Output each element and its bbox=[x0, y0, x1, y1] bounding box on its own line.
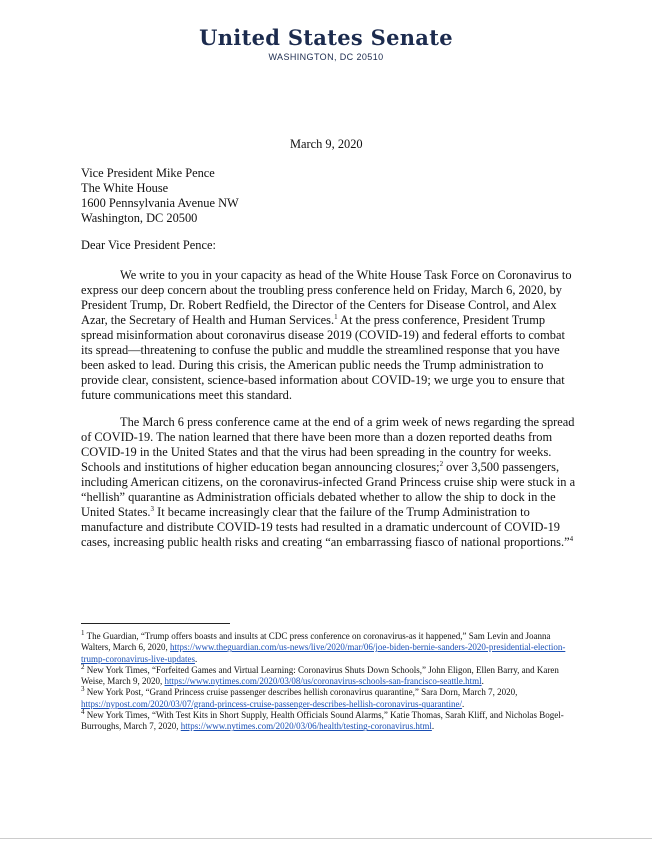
body-paragraph-1 bbox=[81, 268, 578, 403]
senate-title: United States Senate bbox=[199, 25, 453, 50]
senate-location: WASHINGTON, DC 20510 bbox=[268, 52, 384, 62]
address-line: 1600 Pennsylvania Avenue NW bbox=[81, 196, 239, 210]
footnote-ref: 2 bbox=[439, 459, 444, 468]
footnote bbox=[81, 631, 578, 665]
footnote-tail: . bbox=[481, 676, 484, 687]
footnote-number: 3 bbox=[81, 685, 85, 694]
footnote-tail: . bbox=[461, 698, 465, 709]
footnote-link[interactable]: https://www.theguardian.com/us-news/live/2020/mar/06/joe-biden-bernie-sanders-2020-presidential-election-trump-coronavirus-live-updates bbox=[81, 642, 566, 664]
address-line: Washington, DC 20500 bbox=[81, 211, 198, 225]
salutation: Dear Vice President Pence: bbox=[81, 238, 216, 252]
paragraph-text: At the press conference, President Trump spread misinformation about coronavirus disease 2019 (COVID-19) and federal efforts to combat its spread—threatening to confuse the public and muddle the streamlined response that you have been asked to lead. During this crisis, the American public needs the Trump administration to provide clear, consistent, science-based information about COVID-19; we urge you to ensure that future communications meet this standard. bbox=[81, 313, 565, 402]
footnotes bbox=[81, 631, 578, 733]
paragraph-text: We write to you in your capacity as head of the White House Task Force on Coronavirus to express our deep concern about the troubling press conference held on Friday, March 6, 2020, by President Trump, Dr. Robert Redfield, the Director of the Centers for Disease Control, and Alex Azar, the Secretary of Health and Human Services. bbox=[81, 268, 572, 327]
footnote-ref: 4 bbox=[569, 534, 574, 543]
footnote-divider bbox=[81, 623, 230, 624]
footnote-ref: 1 bbox=[334, 312, 338, 321]
footnote bbox=[81, 687, 578, 710]
footnote bbox=[81, 710, 578, 733]
footnote bbox=[81, 662, 578, 688]
paragraph-text: The March 6 press conference came at the end of a grim week of news regarding the spread of COVID-19. The nation learned that there have been more than a dozen reported deaths from COVID-19 in the United States and that the virus had been spreading in the country for weeks. Schools and institutions of higher education began announcing closures; bbox=[81, 415, 575, 474]
footnote-number: 2 bbox=[81, 662, 85, 671]
footnote-tail: . bbox=[194, 653, 198, 664]
footnote-text: New York Post, “Grand Princess cruise passenger describes hellish coronavirus quarantine,” Sara Dorn, March 7, 2020, bbox=[84, 687, 518, 698]
footnote-link[interactable]: https://www.nytimes.com/2020/03/06/health/testing-coronavirus.html bbox=[180, 721, 432, 732]
paragraph-text: It became increasingly clear that the failure of the Trump Administration to manufacture and distribute COVID-19 tests had resulted in a dramatic undercount of COVID-19 cases, increasing public health risks and creating “an embarrassing fiasco of national proportions.” bbox=[81, 505, 570, 549]
recipient-address bbox=[81, 166, 239, 226]
footnote-text: The Guardian, “Trump offers boasts and insults at CDC press conference on coronavirus-as it happened,” Sam Levin and Joanna Walters, March 6, 2020, bbox=[81, 631, 551, 653]
footnote-text: New York Times, “Forfeited Games and Virtual Learning: Coronavirus Shuts Down Schools,” John Eligon, Ellen Barry, and Karen Weise, March 9, 2020, bbox=[81, 664, 559, 687]
footnote-link[interactable]: https://www.nytimes.com/2020/03/08/us/coronavirus-schools-san-francisco-seattle.html bbox=[164, 676, 482, 687]
letterhead bbox=[0, 26, 652, 62]
footnote-number: 4 bbox=[81, 708, 85, 717]
footnote-number: 1 bbox=[81, 629, 85, 637]
body-paragraph-2 bbox=[81, 415, 578, 550]
footnote-link[interactable]: https://nypost.com/2020/03/07/grand-princess-cruise-passenger-describes-hellish-coronavirus-quarantine/ bbox=[81, 698, 462, 709]
footnote-ref: 3 bbox=[150, 504, 155, 513]
page-bottom-edge bbox=[0, 838, 652, 839]
footnote-text: New York Times, “With Test Kits in Short Supply, Health Officials Sound Alarms,” Katie Thomas, Sarah Kliff, and Nicholas Bogel-Burroughs, March 7, 2020, bbox=[81, 710, 564, 732]
footnote-tail: . bbox=[431, 721, 435, 732]
address-line: The White House bbox=[81, 181, 169, 195]
letter-date: March 9, 2020 bbox=[290, 137, 363, 151]
address-line: Vice President Mike Pence bbox=[81, 166, 215, 180]
paragraph-text: over 3,500 passengers, including American citizens, on the coronavirus-infected Grand Princess cruise ship were stuck in a “hellish” quarantine as Administration officials debated whether to allow the ship to dock in the United States. bbox=[81, 460, 576, 519]
